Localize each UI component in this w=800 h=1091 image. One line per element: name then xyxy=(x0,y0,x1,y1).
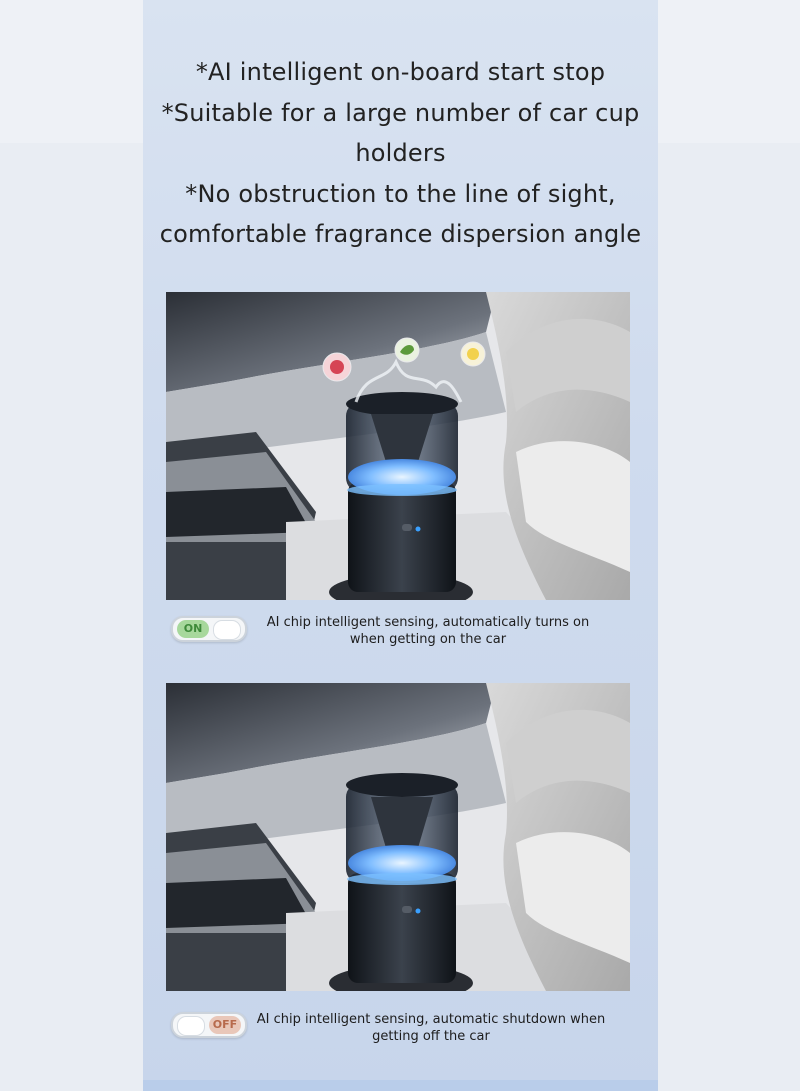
on-caption-line-1: AI chip intelligent sensing, automatically turns on xyxy=(266,615,590,630)
headline-line-5: comfortable fragrance dispersion angle xyxy=(159,220,642,248)
headline-line-1: *AI intelligent on-board start stop xyxy=(195,58,606,86)
headline-line-3: holders xyxy=(355,139,446,167)
toggle-knob xyxy=(177,1016,205,1036)
off-toggle-switch[interactable] xyxy=(171,1012,247,1038)
headline-line-4: *No obstruction to the line of sight, xyxy=(185,179,616,208)
off-feature-row xyxy=(166,1002,630,1046)
feature-headline xyxy=(143,52,658,255)
off-feature-caption xyxy=(246,1011,616,1045)
on-feature-row xyxy=(166,610,630,654)
product-photo-off xyxy=(166,683,630,991)
on-caption-line-2: when getting on the car xyxy=(349,632,507,647)
on-toggle-switch[interactable] xyxy=(171,616,247,642)
headline-line-2: *Suitable for a large number of car cup xyxy=(161,98,640,127)
on-feature-caption xyxy=(258,614,598,648)
bottom-strip xyxy=(143,1080,658,1091)
product-photo-on xyxy=(166,292,630,600)
off-caption-line-2: getting off the car xyxy=(372,1029,490,1044)
toggle-knob xyxy=(213,620,241,640)
off-toggle-label: OFF xyxy=(209,1016,241,1034)
off-caption-line-1: AI chip intelligent sensing, automatic shutdown when xyxy=(256,1012,606,1027)
on-toggle-label: ON xyxy=(177,620,209,638)
